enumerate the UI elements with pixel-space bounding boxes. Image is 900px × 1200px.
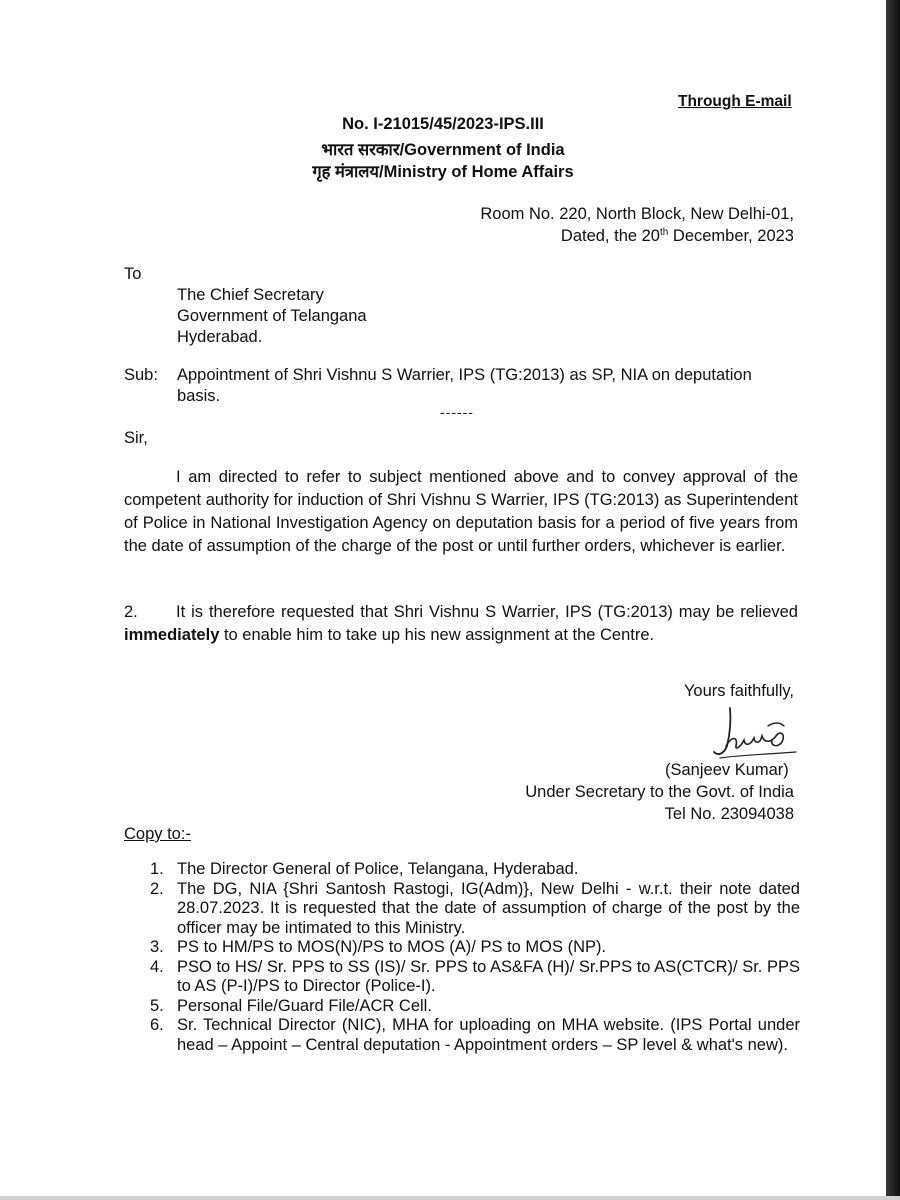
ministry-name: गृह मंत्रालय/Ministry of Home Affairs (312, 163, 574, 181)
list-number: 3. (150, 938, 164, 956)
list-item (124, 1016, 800, 1055)
signer-telephone: Tel No. 23094038 (664, 805, 794, 823)
scan-bottom-edge (0, 1196, 900, 1200)
list-number: 6. (150, 1016, 164, 1034)
closing-phrase: Yours faithfully, (683, 682, 794, 700)
subject-separator: ------ (440, 404, 474, 420)
paragraph-emphasis: immediately (124, 626, 220, 644)
date-prefix: Dated, the 20 (560, 227, 660, 245)
subject-label: Sub: (124, 366, 158, 384)
recipient-line: The Chief Secretary (177, 286, 324, 304)
list-number: 1. (150, 860, 164, 878)
date-rest: December, 2023 (668, 227, 794, 245)
to-label: To (124, 265, 142, 283)
subject-text-continued: basis. (177, 387, 221, 405)
recipient-line: Government of Telangana (177, 307, 367, 325)
copy-to-heading: Copy to:- (124, 825, 191, 843)
list-item (124, 958, 800, 997)
signer-name: (Sanjeev Kumar) (665, 761, 789, 779)
date-line (561, 225, 794, 247)
government-name: भारत सरकार/Government of India (321, 141, 565, 159)
paragraph-text-end: to enable him to take up his new assignment at the Centre. (219, 626, 655, 644)
recipient-line: Hyderabad. (177, 328, 263, 346)
list-text: PSO to HS/ Sr. PPS to SS (IS)/ Sr. PPS to AS&FA (H)/ Sr.PPS to AS(CTCR)/ Sr. PPS to AS (P-I)/PS to Director (Police-I). (177, 957, 800, 995)
scan-edge-shadow (886, 0, 900, 1200)
list-number: 5. (150, 996, 164, 1015)
office-address: Room No. 220, North Block, New Delhi-01, (480, 205, 794, 223)
list-text: PS to HM/PS to MOS(N)/PS to MOS (A)/ PS to MOS (NP). (177, 938, 607, 956)
paragraph-text: It is therefore requested that Shri Vishnu S Warrier, IPS (TG:2013) may be relieved (176, 603, 798, 621)
file-number: No. I-21015/45/2023-IPS.III (342, 115, 544, 133)
copy-to-list (124, 860, 800, 1055)
body-paragraph-1: I am directed to refer to subject mentioned above and to convey approval of the competent authority for induction of Shri Vishnu S Warrier, IPS (TG:2013) as Superintendent of Police in National Investigation Agency on deputation basis for a period of five years from the date of assumption of the charge of the post or until further orders, whichever is earlier. (124, 468, 798, 555)
list-number: 4. (150, 957, 164, 976)
paragraph-number: 2. (124, 603, 138, 621)
list-text: Sr. Technical Director (NIC), MHA for uploading on MHA website. (IPS Portal under head – Appoint – Central deputation - Appointment orders – SP level & what's new). (177, 1016, 800, 1054)
list-item (124, 938, 800, 958)
delivery-mode: Through E-mail (678, 93, 792, 110)
list-text: The DG, NIA {Shri Santosh Rastogi, IG(Adm)}, New Delhi - w.r.t. their note dated 28.07.2023. It is requested that the date of assumption of charge of the post by the officer may be intimated to this Ministry. (177, 879, 800, 937)
list-text: Personal File/Guard File/ACR Cell. (177, 996, 432, 1015)
salutation: Sir, (124, 429, 148, 447)
list-item (124, 880, 800, 939)
list-number: 2. (150, 879, 164, 898)
handwritten-signature (700, 700, 810, 768)
list-text: The Director General of Police, Telangana, Hyderabad. (177, 860, 579, 878)
signer-designation: Under Secretary to the Govt. of India (525, 783, 794, 801)
list-item (124, 997, 800, 1017)
date-suffix-sup: th (659, 227, 669, 238)
body-paragraph-2 (124, 601, 798, 647)
list-item (124, 860, 800, 880)
subject-text: Appointment of Shri Vishnu S Warrier, IPS (TG:2013) as SP, NIA on deputation (177, 366, 752, 384)
